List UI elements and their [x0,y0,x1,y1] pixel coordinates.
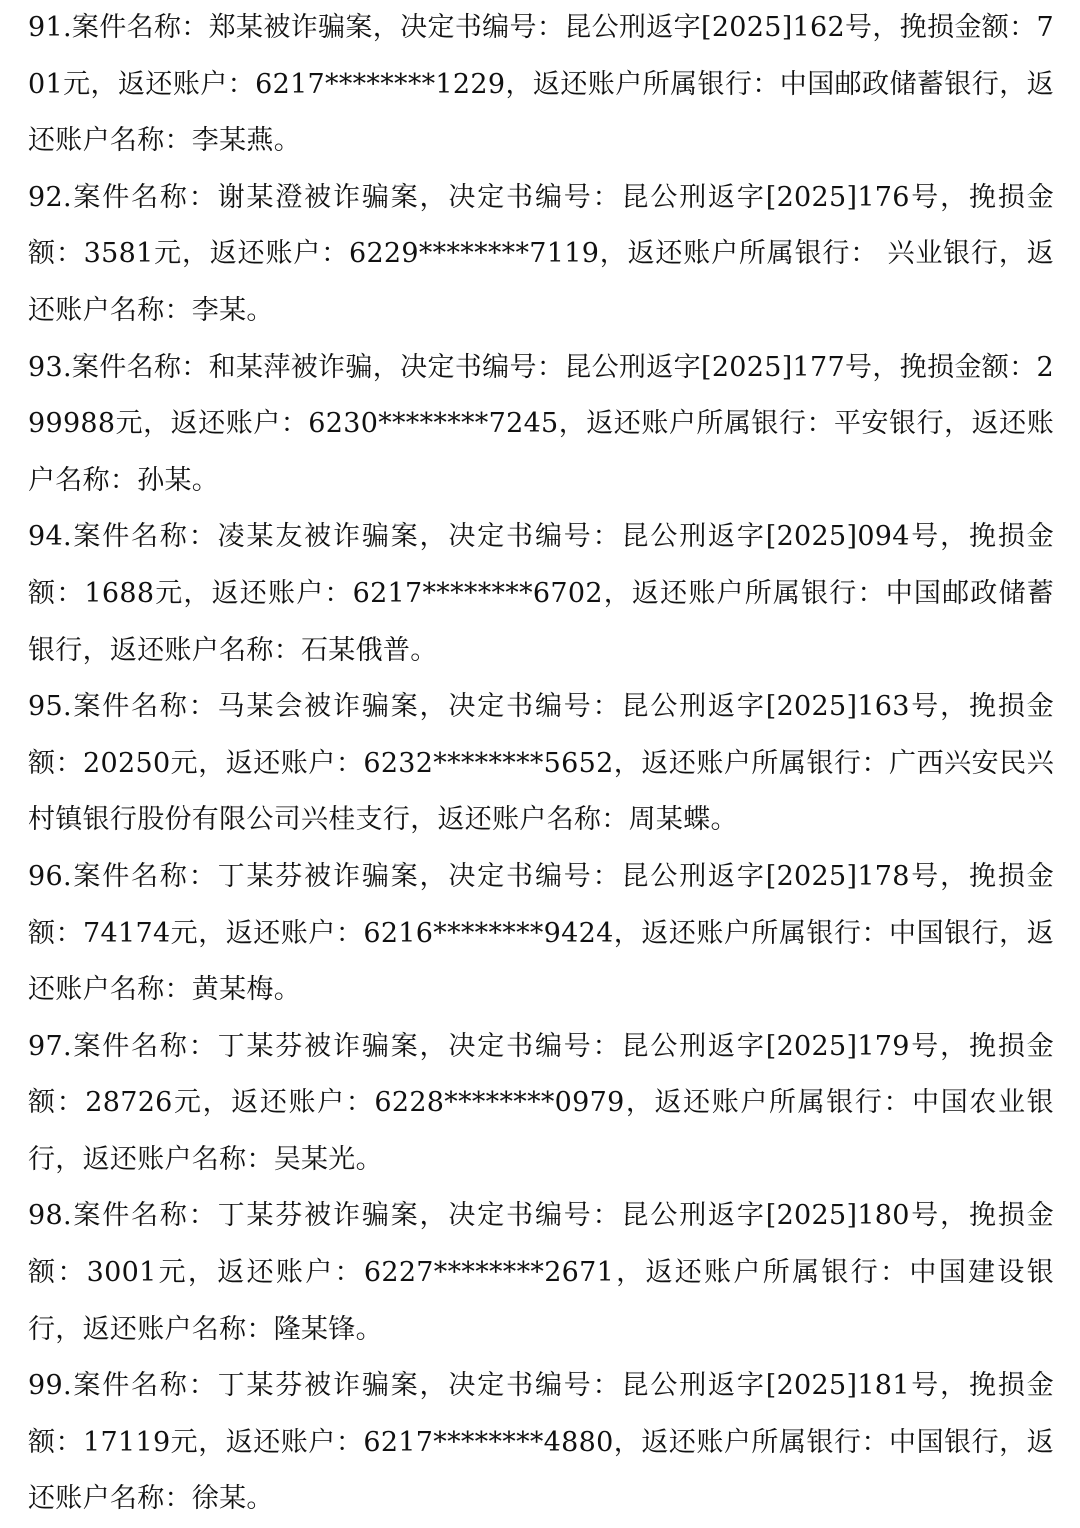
case-entry-92 [28,170,1054,340]
case-entry-text: 99.案件名称：丁某芬被诈骗案，决定书编号：昆公刑返字[2025]181号，挽损金额：17119元，返还账户：6217********4880，返还账户所属银行：中国银行，返还账户名称：徐某。 [28,1370,1054,1515]
case-entry-text: 97.案件名称：丁某芬被诈骗案，决定书编号：昆公刑返字[2025]179号，挽损金额：28726元，返还账户：6228********0979，返还账户所属银行：中国农业银行，返还账户名称：吴某光。 [28,1030,1054,1175]
case-entry-96 [28,849,1054,1019]
case-entry-text: 96.案件名称：丁某芬被诈骗案，决定书编号：昆公刑返字[2025]178号，挽损金额：74174元，返还账户：6216********9424，返还账户所属银行：中国银行，返还账户名称：黄某梅。 [28,860,1054,1006]
case-entry-99 [28,1358,1054,1528]
case-entry-93 [28,340,1054,510]
case-entry-text: 98.案件名称：丁某芬被诈骗案，决定书编号：昆公刑返字[2025]180号，挽损金额：3001元，返还账户：6227********2671，返还账户所属银行：中国建设银行，返还账户名称：隆某锋。 [28,1200,1054,1345]
case-list [28,0,1054,1528]
case-entry-98 [28,1188,1054,1358]
case-entry-94 [28,509,1054,679]
case-entry-text: 93.案件名称：和某萍被诈骗，决定书编号：昆公刑返字[2025]177号，挽损金额：299988元，返还账户：6230********7245，返还账户所属银行：平安银行，返还账户名称：孙某。 [28,351,1054,496]
case-entry-text: 94.案件名称：凌某友被诈骗案，决定书编号：昆公刑返字[2025]094号，挽损金额：1688元，返还账户：6217********6702，返还账户所属银行：中国邮政储蓄银行，返还账户名称：石某俄普。 [28,521,1054,666]
case-entry-91 [28,0,1054,170]
case-entry-97 [28,1019,1054,1189]
case-entry-text: 91.案件名称：郑某被诈骗案，决定书编号：昆公刑返字[2025]162号，挽损金额：701元，返还账户：6217********1229，返还账户所属银行：中国邮政储蓄银行，返还账户名称：李某燕。 [28,12,1054,157]
case-entry-95 [28,679,1054,849]
case-entry-text: 95.案件名称：马某会被诈骗案，决定书编号：昆公刑返字[2025]163号，挽损金额：20250元，返还账户：6232********5652，返还账户所属银行：广西兴安民兴村镇银行股份有限公司兴桂支行，返还账户名称：周某蝶。 [28,691,1054,836]
case-entry-text: 92.案件名称：谢某澄被诈骗案，决定书编号：昆公刑返字[2025]176号，挽损金额：3581元，返还账户：6229********7119，返还账户所属银行： 兴业银行，返还账户名称：李某。 [28,181,1054,326]
